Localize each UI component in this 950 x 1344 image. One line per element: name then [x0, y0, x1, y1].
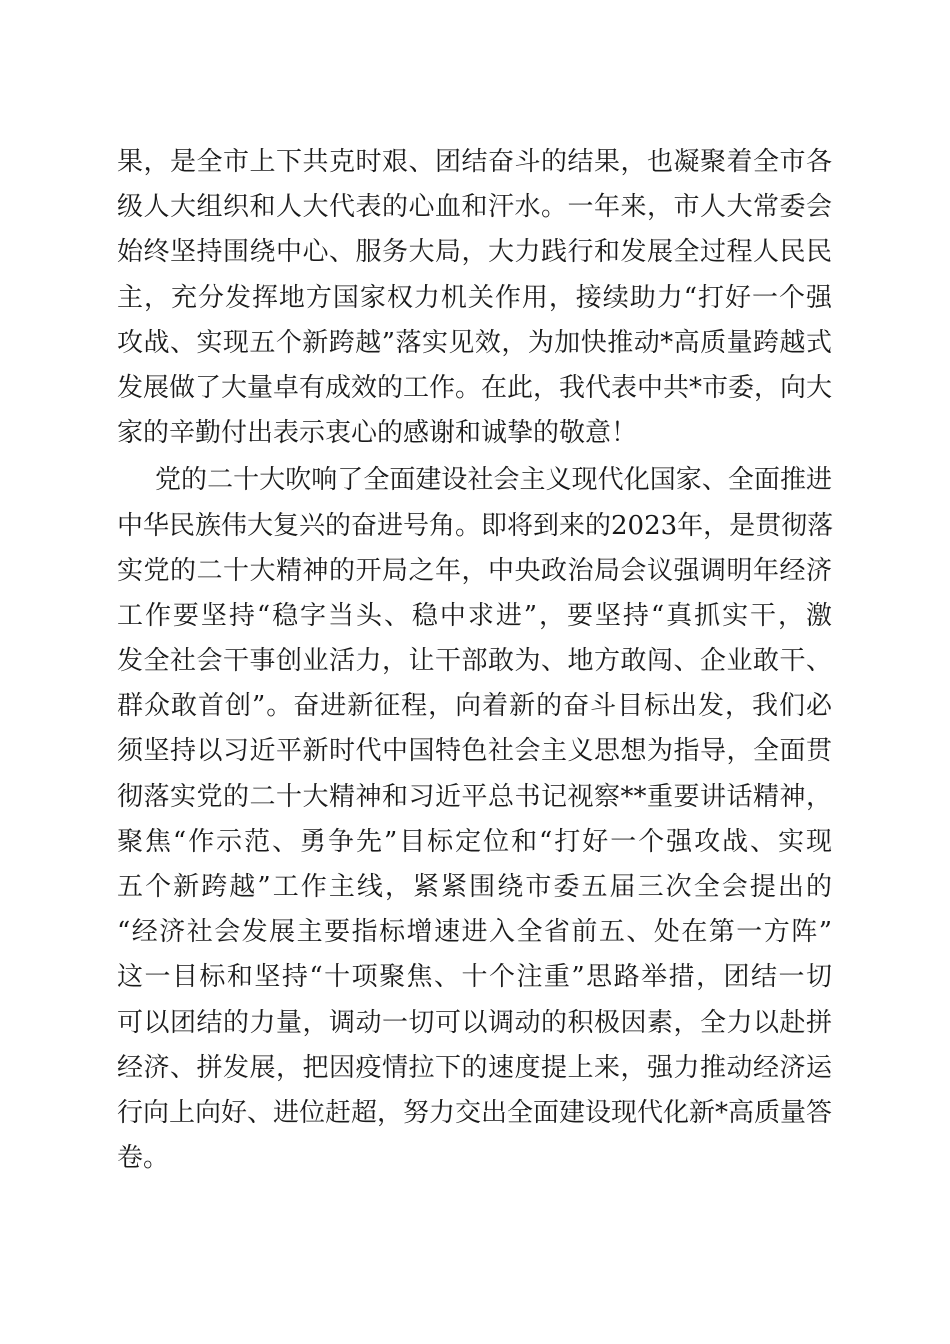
- text-line: 始终坚持围绕中心、服务大局，大力践行和发展全过程人民民: [117, 237, 832, 268]
- text-line: 卷。: [117, 1143, 170, 1174]
- text-line: 发全社会干事创业活力，让干部敢为、地方敢闯、企业敢干、: [117, 646, 832, 677]
- text-line: 攻战、实现五个新跨越”落实见效，为加快推动*高质量跨越式: [117, 327, 832, 358]
- text-line: 须坚持以习近平新时代中国特色社会主义思想为指导，全面贯: [117, 736, 832, 767]
- text-line: 行向上向好、进位赶超，努力交出全面建设现代化新*高质量答: [117, 1097, 833, 1128]
- text-line: 群众敢首创”。奋进新征程，向着新的奋斗目标出发，我们必: [117, 691, 832, 722]
- paragraph-1: [117, 140, 832, 456]
- text-line: 聚焦“作示范、勇争先”目标定位和“打好一个强攻战、实现: [117, 826, 832, 857]
- paragraph-2: [117, 458, 832, 1181]
- text-line: 果，是全市上下共克时艰、团结奋斗的结果，也凝聚着全市各: [117, 147, 832, 177]
- document-body: [117, 140, 832, 1181]
- text-line: 彻落实党的二十大精神和习近平总书记视察**重要讲话精神，: [117, 781, 832, 812]
- text-line: 工作要坚持“稳字当头、稳中求进”，要坚持“真抓实干，激: [117, 600, 832, 631]
- text-line: 可以团结的力量，调动一切可以调动的积极因素，全力以赴拼: [117, 1007, 832, 1038]
- text-line: “经济社会发展主要指标增速进入全省前五、处在第一方阵”: [117, 917, 832, 948]
- text-line: 经济、拼发展，把因疫情拉下的速度提上来，强力推动经济运: [117, 1052, 832, 1083]
- text-line: 家的辛勤付出表示衷心的感谢和诚挚的敬意！: [117, 418, 638, 449]
- text-line: 这一目标和坚持“十项聚焦、十个注重”思路举措，团结一切: [117, 962, 832, 993]
- text-line: 五个新跨越”工作主线，紧紧围绕市委五届三次全会提出的: [117, 872, 832, 902]
- text-line: 中华民族伟大复兴的奋进号角。即将到来的2023年，是贯彻落: [117, 510, 834, 541]
- text-line: 发展做了大量卓有成效的工作。在此，我代表中共*市委，向大: [117, 372, 833, 403]
- text-line: 主，充分发挥地方国家权力机关作用，接续助力“打好一个强: [117, 282, 832, 313]
- text-line: 党的二十大吹响了全面建设社会主义现代化国家、全面推进: [155, 465, 832, 496]
- text-line: 实党的二十大精神的开局之年，中央政治局会议强调明年经济: [117, 555, 832, 586]
- text-line: 级人大组织和人大代表的心血和汗水。一年来，市人大常委会: [117, 192, 832, 223]
